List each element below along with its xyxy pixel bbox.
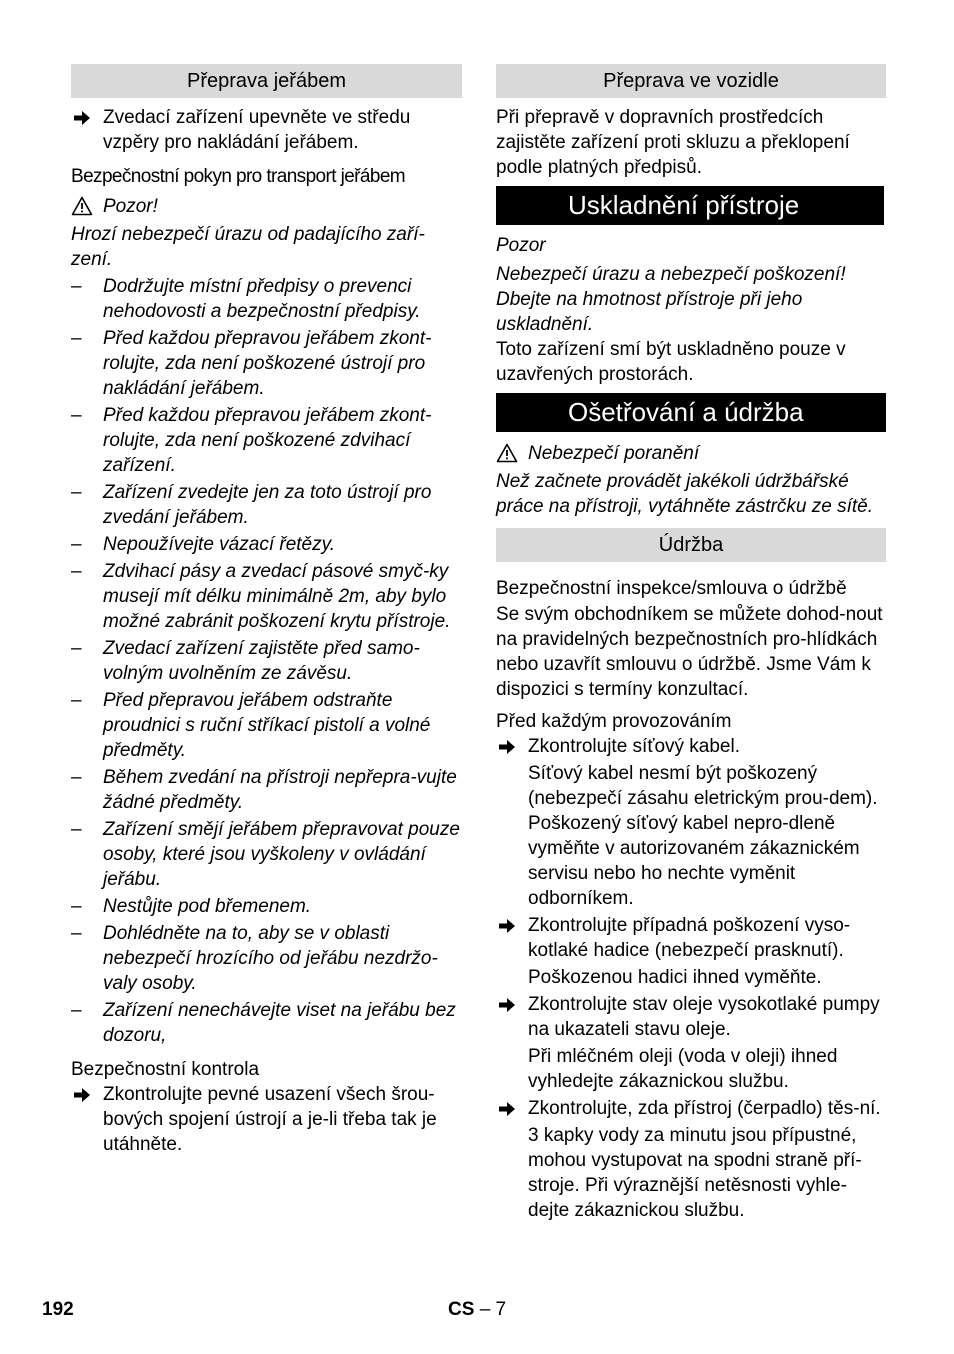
section-heading-crane-transport: Přeprava jeřábem xyxy=(71,64,462,98)
list-item: – Nepoužívejte vázací řetězy. xyxy=(71,534,335,555)
step-check-leaks: Zkontrolujte, zda přístroj (čerpadlo) těs-ní. xyxy=(496,1096,886,1121)
left-column xyxy=(71,64,462,1157)
arrow-right-icon xyxy=(498,734,518,763)
section-page: 7 xyxy=(495,1299,507,1320)
list-item: – Dodržujte místní předpisy o prevenci nehodovosti a bezpečnostní předpisy. xyxy=(71,276,421,322)
vehicle-transport-text: Při přepravě v dopravních prostředcích zajistěte zařízení proti skluzu a překlopení podle platných předpisů. xyxy=(496,107,850,178)
arrow-right-icon xyxy=(498,913,518,942)
arrow-right-icon xyxy=(73,1082,93,1111)
storage-text: Toto zařízení smí být uskladněno pouze v uzavřených prostorách. xyxy=(496,339,846,385)
caution-text: Nebezpečí úrazu a nebezpečí poškození! Dbejte na hmotnost přístroje při jeho uskladnění. xyxy=(496,264,846,335)
arrow-right-icon xyxy=(73,105,93,134)
warning-injury: Nebezpečí poranění xyxy=(496,441,886,466)
step-check-bolts: Zkontrolujte pevné usazení všech šrou-bových spojení ústrojí a je-li třeba tak je utáhněte. xyxy=(71,1082,462,1157)
step-crane-attach: Zvedací zařízení upevněte ve středu vzpěry pro nakládání jeřábem. xyxy=(71,105,462,155)
warning-triangle-icon xyxy=(496,443,518,463)
list-item: – Zvedací zařízení zajistěte před samo-volným uvolněním ze závěsu. xyxy=(71,638,420,684)
subheading-safety-check: Bezpečnostní kontrola xyxy=(71,1059,260,1080)
list-item: – Před každou přepravou jeřábem zkont-rolujte, zda není poškozené zdvihací zařízení. xyxy=(71,405,432,476)
language-code: CS xyxy=(448,1299,475,1320)
step-note: Síťový kabel nesmí být poškozený (nebezpečí zásahu eletrickým prou-dem). Poškozený síťový kabel nepro-dleně vyměňte v autorizovaném zákaznickém servisu nebo ho nechte vyměnit odborníkem. xyxy=(528,763,878,909)
step-note: Poškozenou hadici ihned vyměňte. xyxy=(528,967,822,988)
list-item: – Dohlédněte na to, aby se v oblasti nebezpečí hrozícího od jeřábu nezdržo-valy osoby. xyxy=(71,923,438,994)
subheading-safety-inspection: Bezpečnostní inspekce/smlouva o údržbě xyxy=(496,578,847,599)
warning-caution: Pozor! xyxy=(71,194,462,219)
list-item: – Zařízení zvedejte jen za toto ústrojí pro zvedání jeřábem. xyxy=(71,482,432,528)
list-item: – Nestůjte pod břemenem. xyxy=(71,896,312,917)
chapter-heading-care-maintenance: Ošetřování a údržba xyxy=(496,393,886,432)
list-item: – Během zvedání na přístroji nepřepra-vujte žádné předměty. xyxy=(71,767,457,813)
list-item: – Zdvihací pásy a zvedací pásové smyč-ky musejí mít délku minimálně 2m, aby bylo možné zabránit poškození krytu přístroje. xyxy=(71,561,451,632)
step-check-hose: Zkontrolujte případná poškození vyso-kotlaké hadice (nebezpečí prasknutí). xyxy=(496,913,886,963)
page-footer-lang xyxy=(448,1297,506,1322)
section-heading-vehicle-transport: Přeprava ve vozidle xyxy=(496,64,886,98)
section-heading-maintenance: Údržba xyxy=(496,528,886,562)
safety-list xyxy=(71,274,462,1048)
list-item: – Před každou přepravou jeřábem zkont-rolujte, zda není poškozené ústrojí pro nakládání jeřábem. xyxy=(71,328,432,399)
caution-label: Pozor xyxy=(496,235,546,256)
list-item: – Zařízení nenechávejte viset na jeřábu bez dozoru, xyxy=(71,1000,456,1046)
subheading-before-operation: Před každým provozováním xyxy=(496,711,732,732)
step-check-oil: Zkontrolujte stav oleje vysokotlaké pumpy na ukazateli stavu oleje. xyxy=(496,992,886,1042)
list-item: – Před přepravou jeřábem odstraňte proudnici s ruční stříkací pistolí a volné předměty. xyxy=(71,690,431,761)
inspection-text: Se svým obchodníkem se můžete dohod-nout na pravidelných bezpečnostních pro-hlídkách nebo uzavřít smlouvu o údržbě. Jsme Vám k dispozici s termíny konzultací. xyxy=(496,604,883,700)
page-number: 192 xyxy=(42,1299,74,1320)
subheading-crane-safety: Bezpečnostní pokyn pro transport jeřábem xyxy=(71,166,406,187)
list-item: – Zařízení smějí jeřábem přepravovat pouze osoby, které jsou vyškoleny v ovládání jeřábu. xyxy=(71,819,460,890)
warning-text: Hrozí nebezpečí úrazu od padajícího zaří-zení. xyxy=(71,224,425,270)
arrow-right-icon xyxy=(498,1096,518,1125)
arrow-right-icon xyxy=(498,992,518,1021)
step-note: 3 kapky vody za minutu jsou přípustné, mohou vystupovat na spodni straně pří-stroje. Při výraznější netěsnosti vyhle-dejte zákaznickou službu. xyxy=(528,1125,862,1221)
step-note: Při mléčném oleji (voda v oleji) ihned vyhledejte zákaznickou službu. xyxy=(528,1046,838,1092)
warning-injury-text: Než začnete provádět jakékoli údržbářské práce na přístroji, vytáhněte zástrčku ze sítě. xyxy=(496,471,874,517)
footer-separator: – xyxy=(479,1299,491,1320)
right-column xyxy=(496,64,886,1223)
step-check-cable: Zkontrolujte síťový kabel. xyxy=(496,734,886,759)
chapter-heading-storage: Uskladnění přístroje xyxy=(496,186,884,225)
warning-triangle-icon xyxy=(71,196,93,216)
